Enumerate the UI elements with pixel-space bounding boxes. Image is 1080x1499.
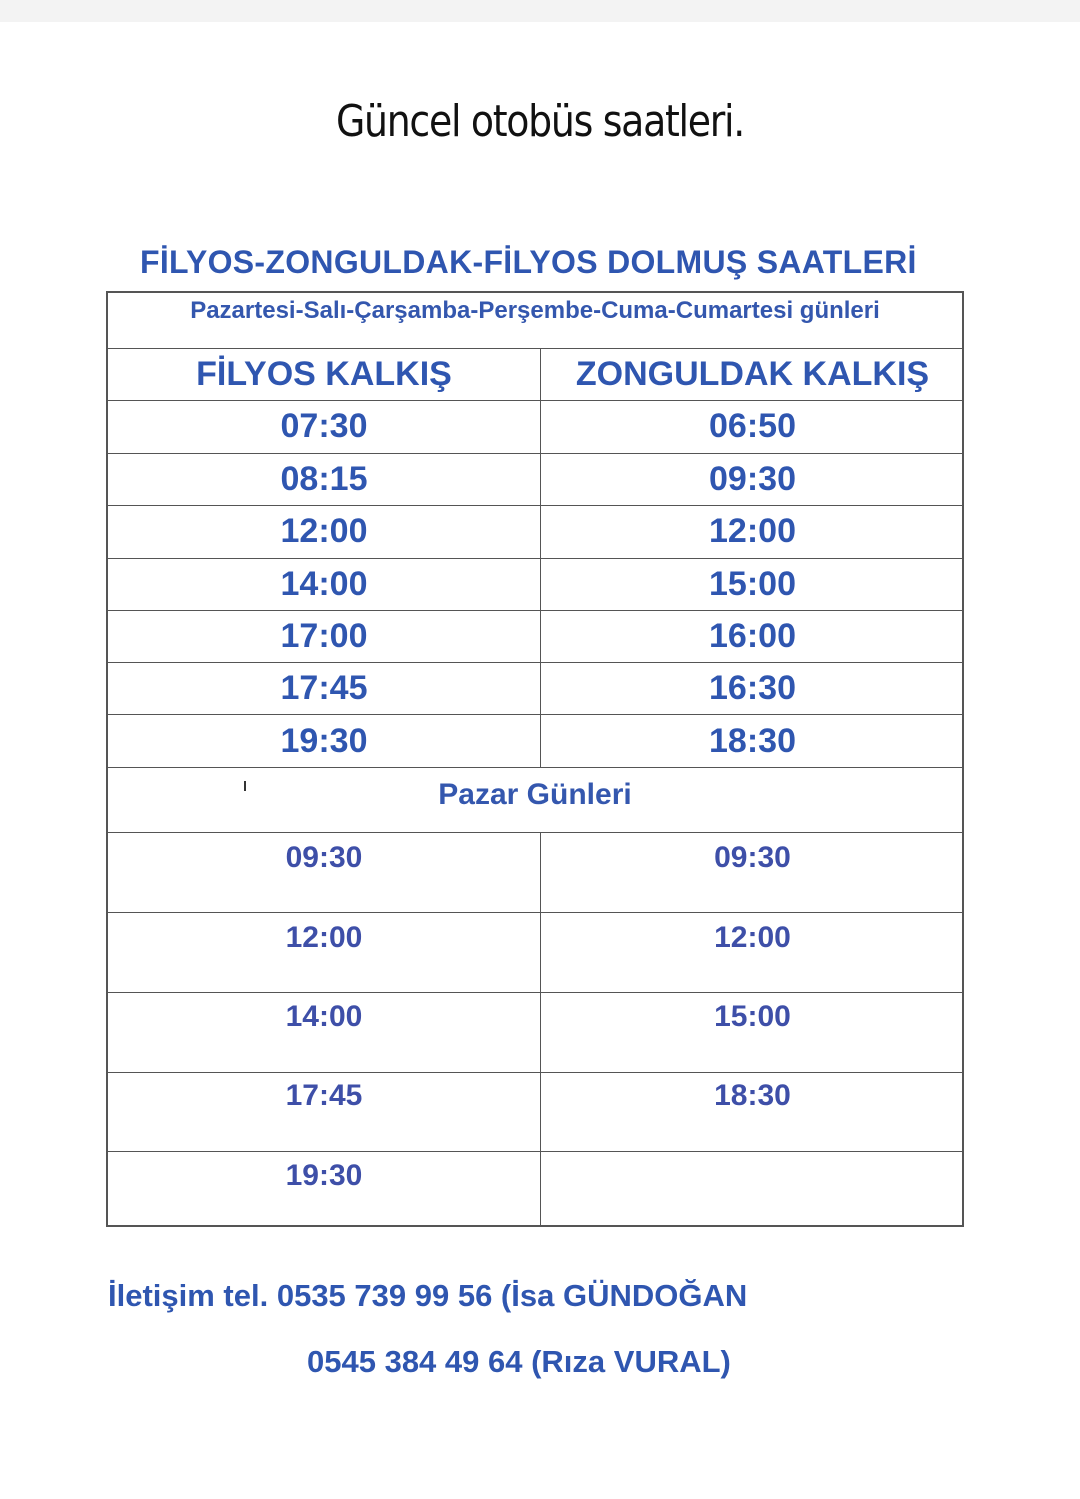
- top-bar: [0, 0, 1080, 22]
- table-line: [108, 662, 962, 663]
- weekday-zonguldak-time: 16:00: [709, 617, 796, 655]
- table-line: [108, 912, 962, 913]
- weekday-zonguldak-time: 16:30: [709, 669, 796, 707]
- contact-line-1: İletişim tel. 0535 739 99 56 (İsa GÜNDOĞAN: [108, 1278, 748, 1313]
- sunday-zonguldak-time: 15:00: [714, 1000, 791, 1033]
- schedule-table: [106, 291, 964, 1227]
- weekday-filyos-time: 14:00: [280, 565, 368, 603]
- sunday-filyos-time: 12:00: [285, 921, 363, 954]
- table-line: [108, 348, 962, 349]
- column-header-zonguldak: ZONGULDAK KALKIŞ: [575, 355, 930, 393]
- sunday-filyos-time: 19:30: [285, 1159, 363, 1192]
- sunday-label: Pazar Günleri: [438, 778, 632, 811]
- table-line: [108, 1072, 962, 1073]
- table-line: [108, 992, 962, 993]
- column-header-filyos: FİLYOS KALKIŞ: [196, 355, 452, 393]
- weekday-zonguldak-time: 06:50: [709, 407, 796, 445]
- sunday-filyos-time: 14:00: [285, 1000, 363, 1033]
- weekday-filyos-time: 07:30: [280, 407, 368, 445]
- table-line: [108, 558, 962, 559]
- weekday-filyos-time: 08:15: [280, 460, 368, 498]
- table-line: [108, 610, 962, 611]
- sunday-zonguldak-time: 12:00: [714, 921, 791, 954]
- sunday-zonguldak-time: 09:30: [714, 841, 791, 874]
- table-line: [108, 832, 962, 833]
- weekday-filyos-time: 19:30: [280, 722, 368, 760]
- table-line: [108, 767, 962, 768]
- contact-line-2: 0545 384 49 64 (Rıza VURAL): [307, 1344, 731, 1379]
- table-line: [108, 714, 962, 715]
- weekday-filyos-time: 17:45: [280, 669, 368, 707]
- table-line: [108, 453, 962, 454]
- caption: Güncel otobüs saatleri.: [336, 96, 744, 147]
- weekday-zonguldak-time: 09:30: [709, 460, 796, 498]
- table-line: [108, 505, 962, 506]
- table-line: [108, 400, 962, 401]
- sunday-zonguldak-time: 18:30: [714, 1079, 791, 1112]
- weekday-zonguldak-time: 12:00: [709, 512, 796, 550]
- weekday-label: Pazartesi-Salı-Çarşamba-Perşembe-Cuma-Cumartesi günleri: [190, 297, 880, 324]
- sunday-filyos-time: 09:30: [285, 841, 363, 874]
- weekday-zonguldak-time: 18:30: [709, 722, 796, 760]
- sunday-filyos-time: 17:45: [285, 1079, 363, 1112]
- weekday-filyos-time: 12:00: [280, 512, 368, 550]
- table-line: [108, 1151, 962, 1152]
- weekday-filyos-time: 17:00: [280, 617, 368, 655]
- schedule-title: FİLYOS-ZONGULDAK-FİLYOS DOLMUŞ SAATLERİ: [140, 244, 917, 280]
- weekday-zonguldak-time: 15:00: [709, 565, 796, 603]
